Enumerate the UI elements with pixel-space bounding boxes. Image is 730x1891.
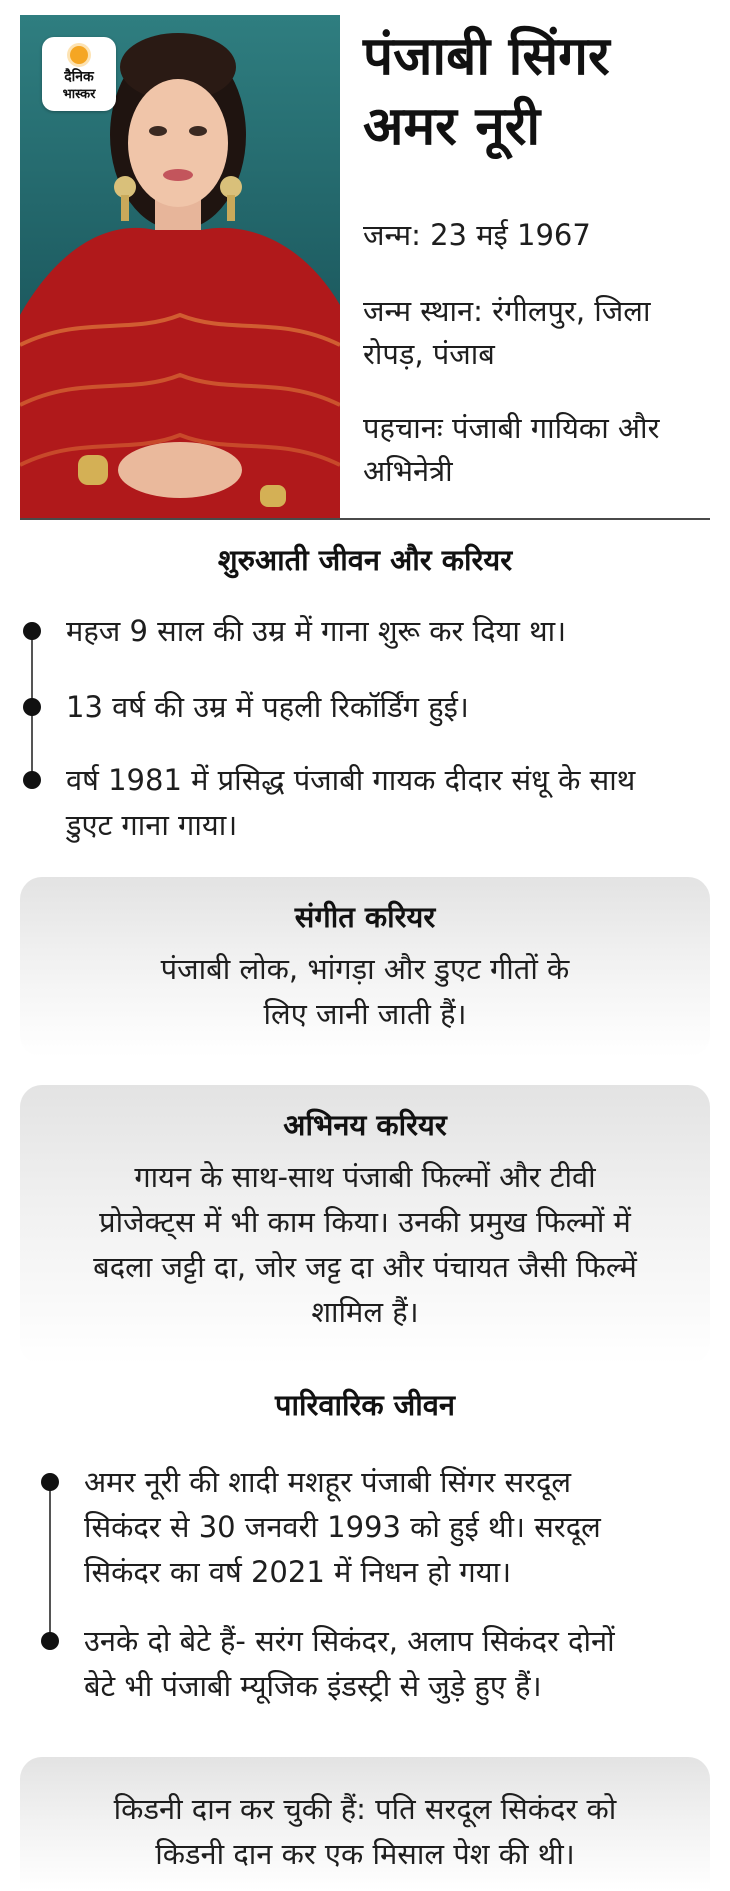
acting-career-title: अभिनय करियर <box>283 1108 447 1142</box>
kidney-donation-card <box>20 1757 710 1891</box>
music-career-text <box>50 947 680 1037</box>
early-life-title: शुरुआती जीवन और करियर <box>217 543 513 577</box>
acting-career-card <box>20 1085 710 1365</box>
acting-career-line1: गायन के साथ-साथ पंजाबी फिल्मों और टीवी <box>134 1160 596 1194</box>
kidney-donation-line2: किडनी दान कर एक मिसाल पेश की थी। <box>155 1837 575 1871</box>
sun-logo-icon <box>70 46 88 64</box>
family-life-item-2-line1: उनके दो बेटे हैं- सरंग सिकंदर, अलाप सिकंदर दोनों <box>84 1624 615 1658</box>
early-life-item-1-text: महज 9 साल की उम्र में गाना शुरू कर दिया था। <box>66 614 567 648</box>
birthplace-line2: रोपड़, पंजाब <box>363 337 495 371</box>
kidney-donation-text <box>40 1787 690 1877</box>
family-life-item-1-line1: अमर नूरी की शादी मशहूर पंजाबी सिंगर सरदूल <box>84 1465 572 1499</box>
page-title <box>363 22 723 162</box>
acting-career-line4: शामिल हैं। <box>311 1295 419 1329</box>
early-life-item-1 <box>66 609 706 654</box>
family-life-timeline <box>49 1488 51 1638</box>
title-line2: अमर नूरी <box>363 96 541 157</box>
family-life-item-2 <box>84 1619 724 1709</box>
acting-career-line3: बदला जट्टी दा, जोर जट्ट दा और पंचायत जैसी फिल्में <box>93 1250 637 1284</box>
family-life-title: पारिवारिक जीवन <box>275 1388 455 1422</box>
birthplace <box>363 290 713 376</box>
logo-text-line2: भास्कर <box>62 87 96 102</box>
music-career-card <box>20 877 710 1057</box>
identity <box>363 407 713 493</box>
logo-text-line1: दैनिक <box>64 69 94 85</box>
dainik-bhaskar-logo <box>42 37 116 111</box>
early-life-item-3 <box>66 758 716 848</box>
early-life-item-3-line2: डुएट गाना गाया। <box>66 808 238 842</box>
identity-line1: पहचानः पंजाबी गायिका और <box>363 411 660 445</box>
kidney-donation-line1: किडनी दान कर चुकी हैं: पति सरदूल सिकंदर को <box>113 1792 617 1826</box>
birth-date-text: जन्म: 23 मई 1967 <box>363 218 591 252</box>
music-career-line2: लिए जानी जाती हैं। <box>263 997 467 1031</box>
family-life-item-1-line3: सिकंदर का वर्ष 2021 में निधन हो गया। <box>84 1555 512 1589</box>
bullet-dot <box>41 1473 59 1491</box>
bullet-dot <box>23 771 41 789</box>
early-life-item-2 <box>66 685 706 730</box>
birth-date <box>363 214 713 257</box>
music-career-line1: पंजाबी लोक, भांगड़ा और डुएट गीतों के <box>160 952 570 986</box>
identity-line2: अभिनेत्री <box>363 454 453 488</box>
early-life-item-3-line1: वर्ष 1981 में प्रसिद्ध पंजाबी गायक दीदार संधू के साथ <box>66 763 636 797</box>
bullet-dot <box>23 698 41 716</box>
bullet-dot <box>41 1632 59 1650</box>
birthplace-line1: जन्म स्थान: रंगीलपुर, जिला <box>363 294 651 328</box>
early-life-item-2-text: 13 वर्ष की उम्र में पहली रिकॉर्डिंग हुई। <box>66 690 469 724</box>
portrait-photo <box>20 15 340 518</box>
family-life-item-2-line2: बेटे भी पंजाबी म्यूजिक इंडस्ट्री से जुड़े हुए हैं। <box>84 1669 542 1703</box>
family-life-item-1-line2: सिकंदर से 30 जनवरी 1993 को हुई थी। सरदूल <box>84 1510 601 1544</box>
title-line1: पंजाबी सिंगर <box>363 26 610 87</box>
music-career-title: संगीत करियर <box>294 900 436 934</box>
acting-career-line2: प्रोजेक्ट्स में भी काम किया। उनकी प्रमुख फिल्मों में <box>99 1205 631 1239</box>
header-divider <box>20 518 710 520</box>
bullet-dot <box>23 622 41 640</box>
family-life-item-1 <box>84 1460 714 1595</box>
acting-career-text <box>40 1155 690 1335</box>
